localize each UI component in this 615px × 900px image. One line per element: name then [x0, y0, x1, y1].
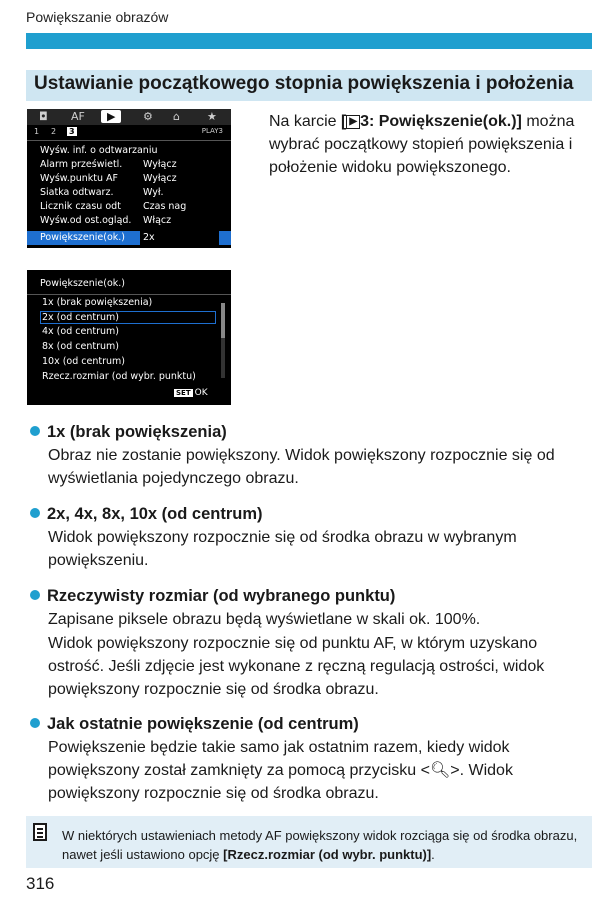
- option-description-body: Widok powiększony rozpocznie się od środka obrazu w wybranym powiększeniu.: [48, 529, 517, 569]
- option-description: [30, 503, 592, 572]
- page-number: 316: [26, 874, 55, 893]
- setup-tab-icon: ⚙: [143, 110, 153, 123]
- menu-row-value: 2x: [143, 232, 155, 243]
- option-item: Rzecz.rozmiar (od wybr. punktu): [42, 371, 196, 382]
- camera-menu-screen: [27, 109, 231, 248]
- note-icon: [33, 823, 47, 841]
- menu-row: [27, 158, 231, 172]
- menu-row: [27, 144, 231, 158]
- menu-row-value: Czas nag: [143, 201, 187, 212]
- option-item: 4x (od centrum): [42, 326, 119, 337]
- subtab-2: 2: [51, 127, 57, 136]
- menu-row: [27, 186, 231, 200]
- menu-row-label: Wyśw. inf. o odtwarzaniu: [40, 145, 158, 156]
- custom-tab-icon: ⌂: [173, 110, 180, 123]
- shooting-tab-icon: ◘: [39, 110, 48, 123]
- option-scrollbar: [221, 303, 225, 378]
- menu-row: [27, 214, 231, 228]
- option-description-body: Widok powiększony rozpocznie się od punktu AF, w którym uzyskano ostrość. Jeśli zdjęcie jest wykonane z ręczną regulacją ostrości, widok powiększony rozpocznie się od środka obrazu.: [48, 635, 545, 698]
- intro-suffix: można wybrać początkowy stopień powiększenia i położenie widoku powiększonego.: [269, 113, 575, 176]
- menu-row-label: Licznik czasu odt: [40, 201, 121, 212]
- section-title: Ustawianie początkowego stopnia powiększenia i położenia: [26, 70, 592, 101]
- option-item: 8x (od centrum): [42, 341, 119, 352]
- intro-paragraph: [269, 110, 589, 179]
- option-description: [30, 421, 592, 490]
- subtab-1: 1: [34, 127, 40, 136]
- menu-row-selected: [27, 231, 231, 245]
- note-text-bold: [Rzecz.rozmiar (od wybr. punktu)]: [223, 847, 432, 862]
- menu-row-label: Wyśw.od ost.ogląd.: [40, 215, 132, 226]
- option-description-body: Zapisane piksele obrazu będą wyświetlane w skali ok. 100%.: [48, 611, 481, 628]
- intro-tab-name: 3: Powiększenie(ok.)]: [360, 113, 522, 130]
- menu-subtabs: [27, 126, 231, 139]
- option-item: 1x (brak powiększenia): [42, 297, 153, 308]
- menu-row-value: Wyłącz: [143, 159, 177, 170]
- af-tab: AF: [71, 110, 85, 123]
- menu-page-label: PLAY3: [201, 127, 223, 135]
- menu-row-label: Alarm prześwietl.: [40, 159, 123, 170]
- playback-tab-icon: ▶: [101, 110, 121, 123]
- note-text-end: .: [431, 847, 435, 862]
- menu-row-label: Wyśw.punktu AF: [40, 173, 119, 184]
- menu-divider: [27, 140, 231, 141]
- bullet-icon: [30, 508, 40, 518]
- subtab-3: 3: [69, 127, 75, 136]
- option-screen-title: Powiększenie(ok.): [40, 278, 125, 289]
- option-item: 10x (od centrum): [42, 356, 125, 367]
- option-description-title: Rzeczywisty rozmiar (od wybranego punktu): [47, 587, 396, 605]
- option-description: [30, 713, 592, 805]
- option-description-body: Obraz nie zostanie powiększony. Widok powiększony rozpocznie się od wyświetlania pojedynczego obrazu.: [48, 447, 555, 487]
- set-button-label: SET: [176, 389, 191, 397]
- option-description-title: 1x (brak powiększenia): [47, 423, 227, 441]
- intro-tab-open: [: [341, 113, 347, 130]
- chapter-title: Powiększanie obrazów: [26, 9, 169, 25]
- option-item-selected: 2x (od centrum): [40, 311, 216, 324]
- menu-row-value: Włącz: [143, 215, 172, 226]
- chapter-bar: [26, 33, 592, 49]
- menu-row: [27, 172, 231, 186]
- set-ok-hint: [174, 388, 208, 398]
- playback-icon: ▶: [346, 115, 360, 129]
- bullet-icon: [30, 718, 40, 728]
- camera-option-screen: [27, 270, 231, 405]
- menu-row-label: Siatka odtwarz.: [40, 187, 114, 198]
- note-box: [26, 816, 592, 868]
- menu-tab-bar: [27, 109, 231, 125]
- note-text: [62, 826, 588, 864]
- menu-row-value: Wyłącz: [143, 173, 177, 184]
- bullet-icon: [30, 426, 40, 436]
- my-menu-tab-icon: ★: [207, 110, 217, 123]
- bullet-icon: [30, 590, 40, 600]
- option-description: [30, 585, 592, 701]
- option-description-body: Powiększenie będzie takie samo jak ostatnim razem, kiedy widok powiększony został zamknięty za pomocą przycisku <🔍︎>. Widok powiększony rozpocznie się od środka obrazu.: [48, 739, 513, 802]
- option-description-title: Jak ostatnie powiększenie (od centrum): [47, 715, 359, 733]
- note-text-main: W niektórych ustawieniach metody AF powiększony widok rozciąga się od środka obrazu, nawet jeśli ustawiono opcję: [62, 828, 578, 862]
- menu-row: [27, 200, 231, 214]
- intro-prefix: Na karcie: [269, 113, 342, 130]
- option-description-title: 2x, 4x, 8x, 10x (od centrum): [47, 505, 263, 523]
- menu-row-value: Wył.: [143, 187, 164, 198]
- menu-row-label: Powiększenie(ok.): [40, 232, 125, 243]
- ok-label: OK: [194, 388, 208, 398]
